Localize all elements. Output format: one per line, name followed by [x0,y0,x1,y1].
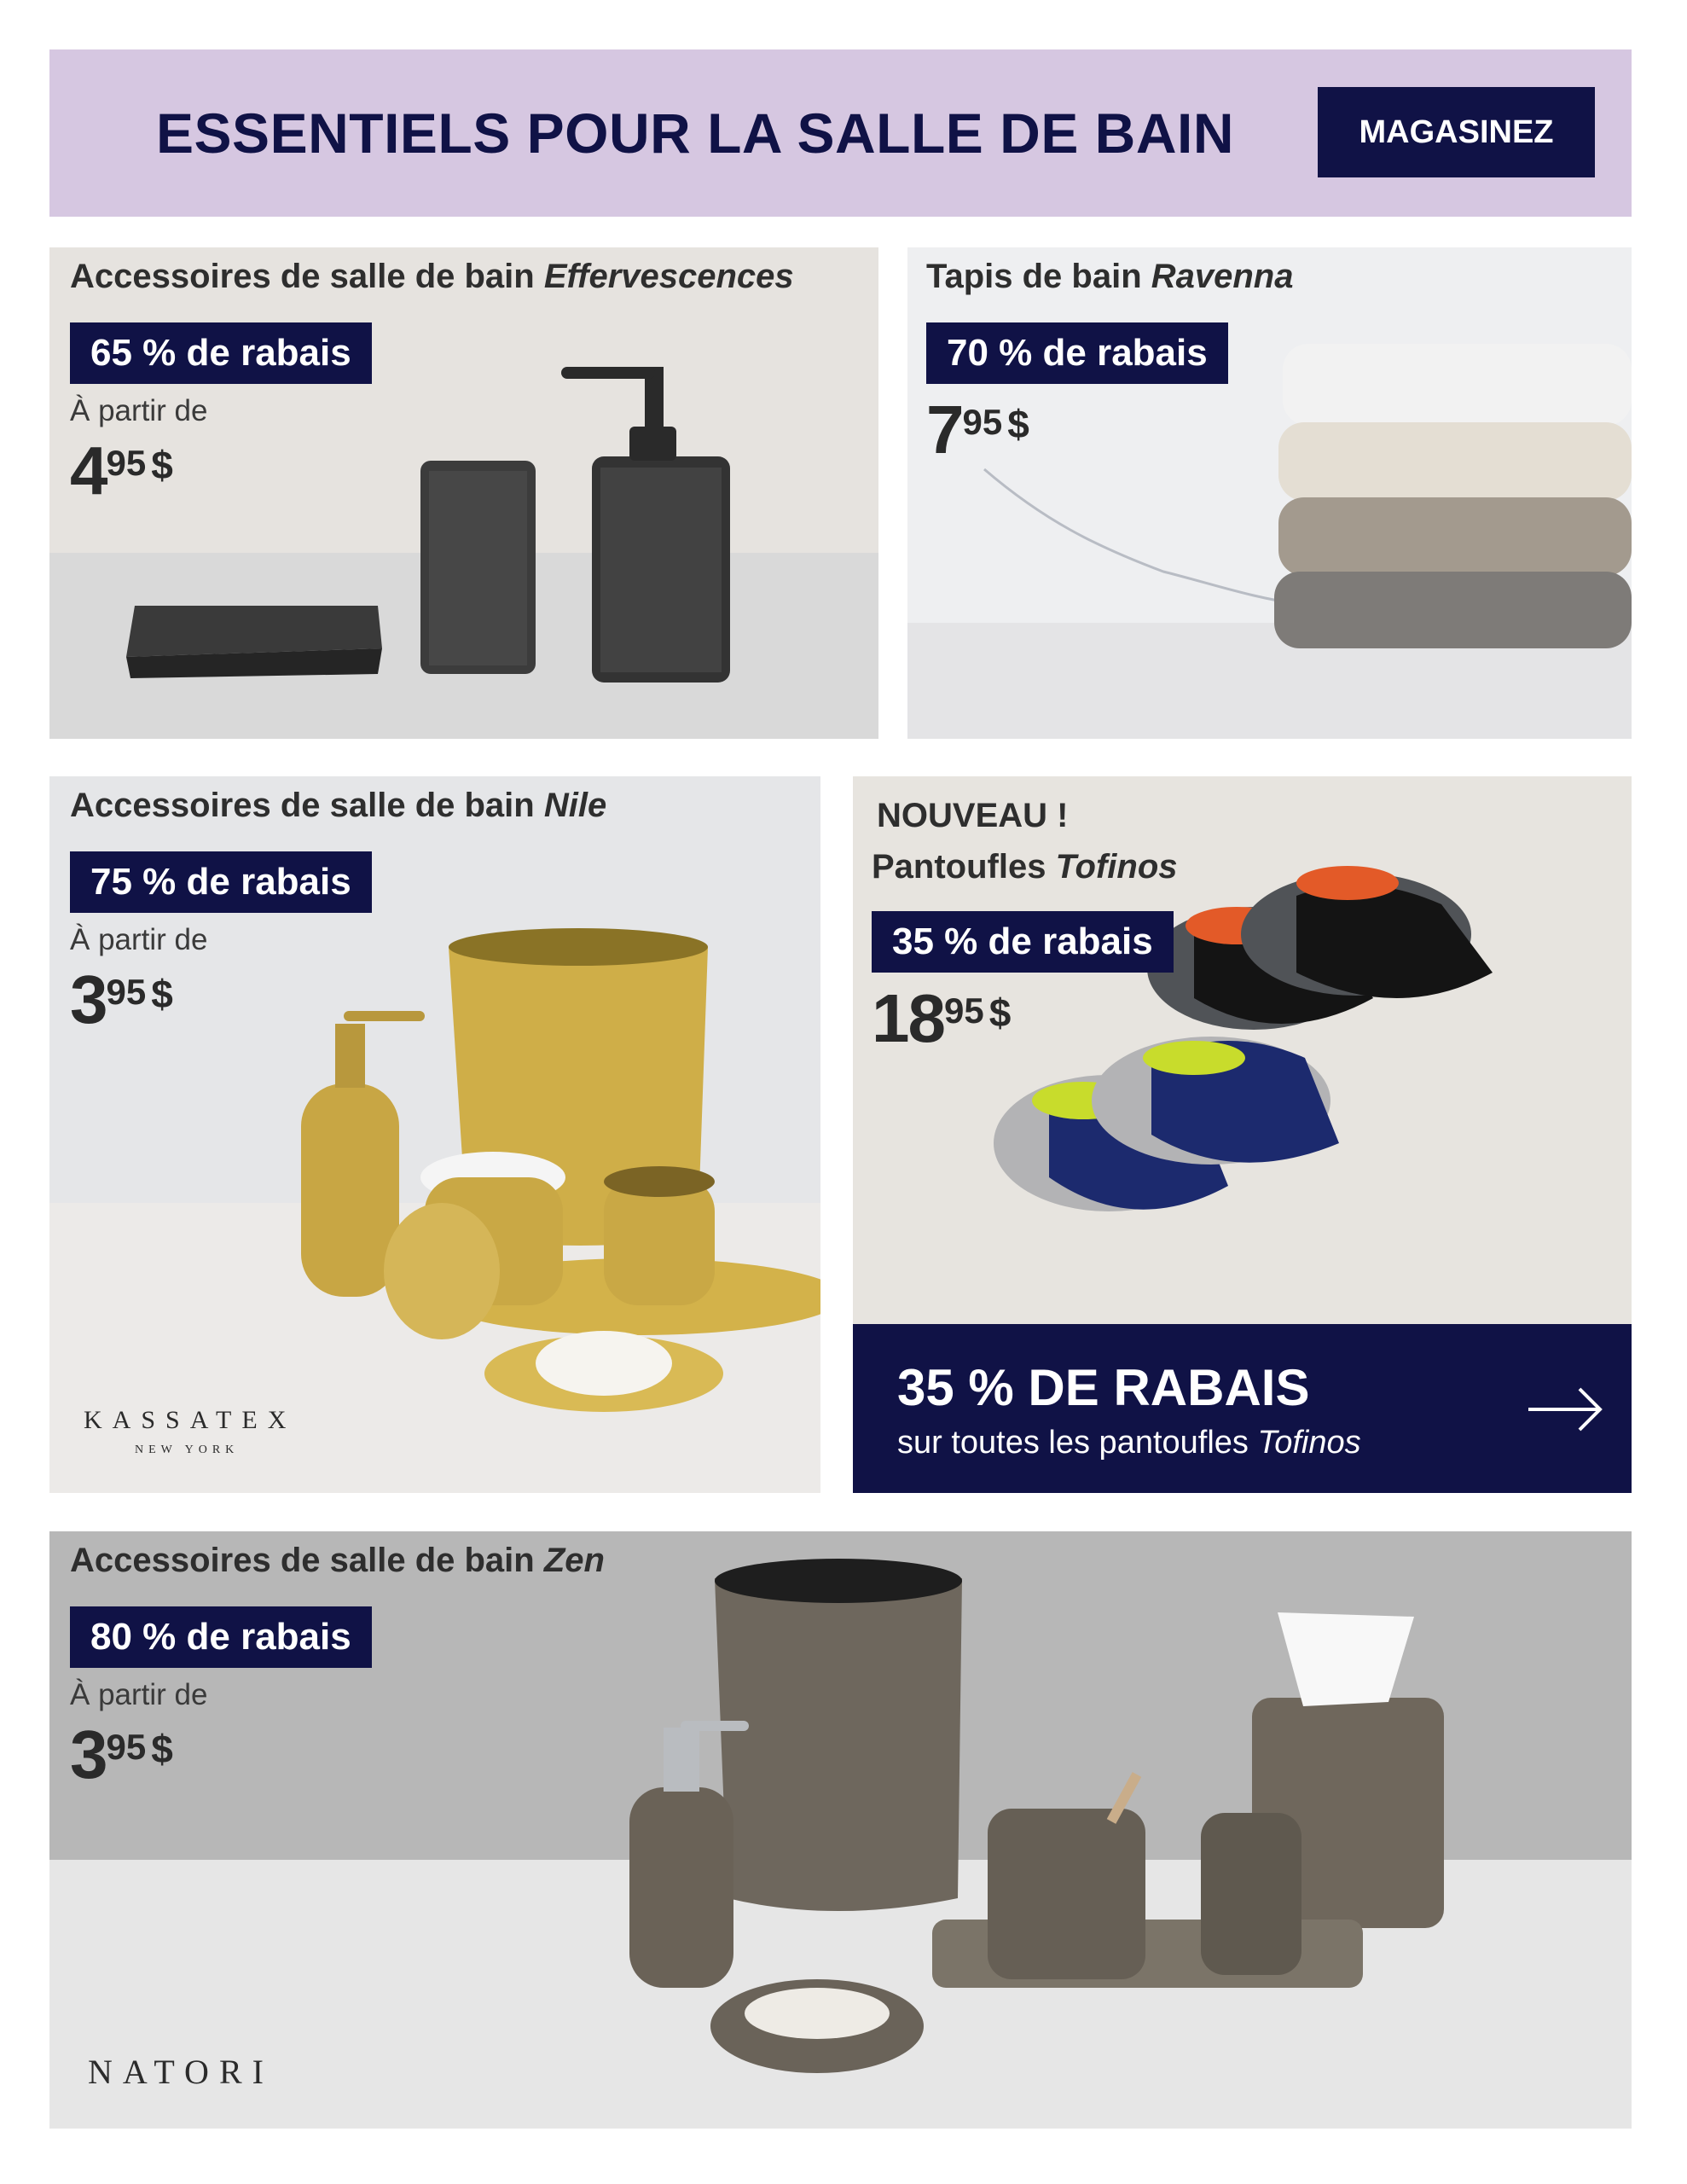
price-cents: 95 [106,972,147,1012]
price-currency: $ [151,443,173,487]
effervescences-product-image [49,247,878,739]
from-label: À partir de [70,1678,208,1711]
new-kicker: NOUVEAU ! [877,797,1069,834]
price [70,961,173,1037]
product-card-nile[interactable] [49,776,820,1493]
price [926,392,1029,468]
price-cents: 95 [943,990,984,1031]
shop-button[interactable]: MAGASINEZ [1318,87,1595,177]
header-banner [49,49,1632,217]
card-title: Accessoires de salle de bain Effervescences [70,258,794,295]
product-card-effervescences[interactable] [49,247,878,739]
card-title: Accessoires de salle de bain Nile [70,787,607,824]
price-dollars: 4 [70,433,107,508]
cta-subtitle: sur toutes les pantoufles Tofinos [897,1425,1361,1461]
from-label: À partir de [70,394,208,427]
discount-badge: 75 % de rabais [70,851,372,913]
brand-logo-kassatex: KASSATEX [84,1406,297,1434]
discount-badge: 70 % de rabais [926,322,1228,384]
card-title: Tapis de bain Ravenna [926,258,1294,295]
price-currency: $ [151,1727,173,1771]
price-dollars: 3 [70,961,107,1037]
card-title: Pantoufles Tofinos [872,848,1178,886]
cta-title: 35 % DE RABAIS [897,1359,1310,1416]
price-currency: $ [151,972,173,1016]
price [872,980,1012,1056]
tofinos-promo-cta[interactable] [853,1324,1632,1493]
card-title: Accessoires de salle de bain Zen [70,1542,605,1579]
price-dollars: 18 [872,980,944,1056]
page-title: ESSENTIELS POUR LA SALLE DE BAIN [156,102,1235,165]
product-card-zen[interactable] [49,1531,1632,2129]
price-dollars: 7 [926,392,963,468]
brand-logo-natori: NATORI [88,2053,274,2091]
product-card-tofinos[interactable] [853,776,1632,1324]
price [70,433,173,508]
arrow-right-icon [1527,1384,1603,1435]
price-cents: 95 [106,443,147,483]
from-label: À partir de [70,923,208,956]
price-cents: 95 [962,402,1003,442]
price-dollars: 3 [70,1716,107,1792]
price-cents: 95 [106,1727,147,1767]
brand-logo-subtitle: NEW YORK [135,1443,240,1456]
price-currency: $ [988,990,1012,1035]
discount-badge: 80 % de rabais [70,1606,372,1668]
price [70,1716,173,1792]
discount-badge: 65 % de rabais [70,322,372,384]
ravenna-product-image [907,247,1632,739]
product-card-ravenna[interactable] [907,247,1632,739]
price-currency: $ [1007,402,1029,446]
discount-badge: 35 % de rabais [872,911,1174,973]
